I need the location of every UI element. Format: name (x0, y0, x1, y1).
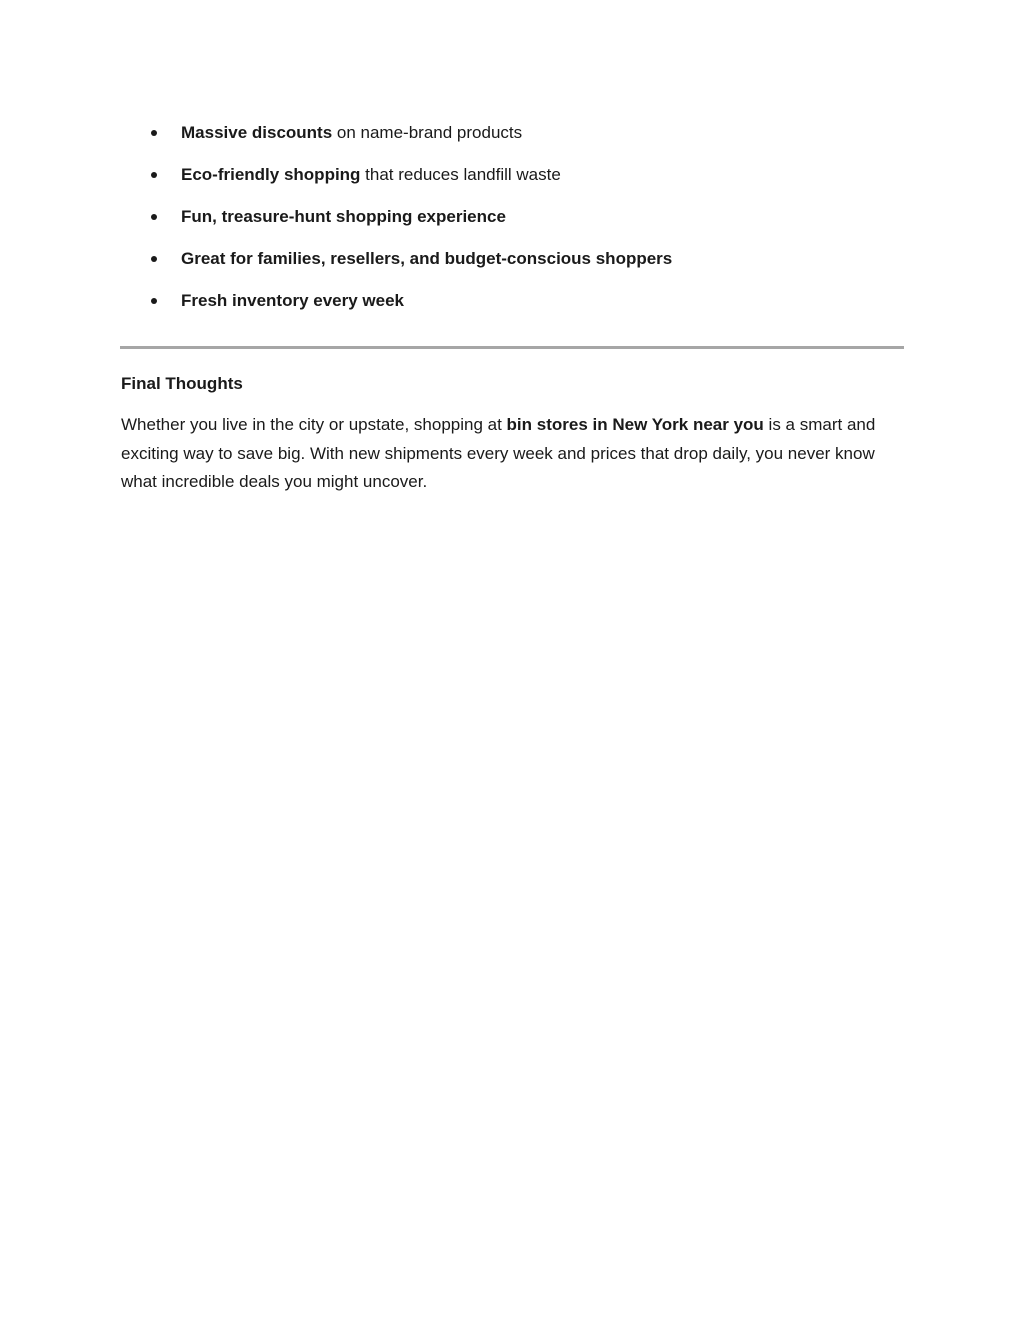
bullet-icon (151, 298, 157, 304)
paragraph-text-end: is a smart and exciting way to save big. With new shipments every week and prices that drop daily, you never know what incredible deals you might uncover. (121, 415, 876, 491)
list-item (121, 160, 904, 202)
horizontal-divider (120, 346, 904, 349)
list-item (121, 118, 904, 160)
bullet-icon (151, 256, 157, 262)
bullet-icon (151, 130, 157, 136)
paragraph-text-start: Whether you live in the city or upstate, shopping at (121, 415, 507, 434)
section-heading: Final Thoughts (121, 374, 243, 393)
bullet-bold-text: Fun, treasure-hunt shopping experience (181, 207, 506, 226)
list-item (121, 244, 904, 286)
list-item (121, 286, 904, 328)
bullet-bold-text: Eco-friendly shopping (181, 165, 361, 184)
bullet-icon (151, 214, 157, 220)
bullet-icon (151, 172, 157, 178)
final-thoughts-paragraph (121, 411, 901, 497)
bullet-text: on name-brand products (332, 123, 523, 142)
bullet-bold-text: Great for families, resellers, and budget-conscious shoppers (181, 249, 673, 268)
bullet-text: that reduces landfill waste (360, 165, 561, 184)
list-item (121, 202, 904, 244)
bullet-bold-text: Massive discounts (181, 123, 333, 142)
bullet-bold-text: Fresh inventory every week (181, 291, 405, 310)
benefits-list (121, 118, 904, 328)
paragraph-bold-text: bin stores in New York near you (506, 415, 764, 434)
